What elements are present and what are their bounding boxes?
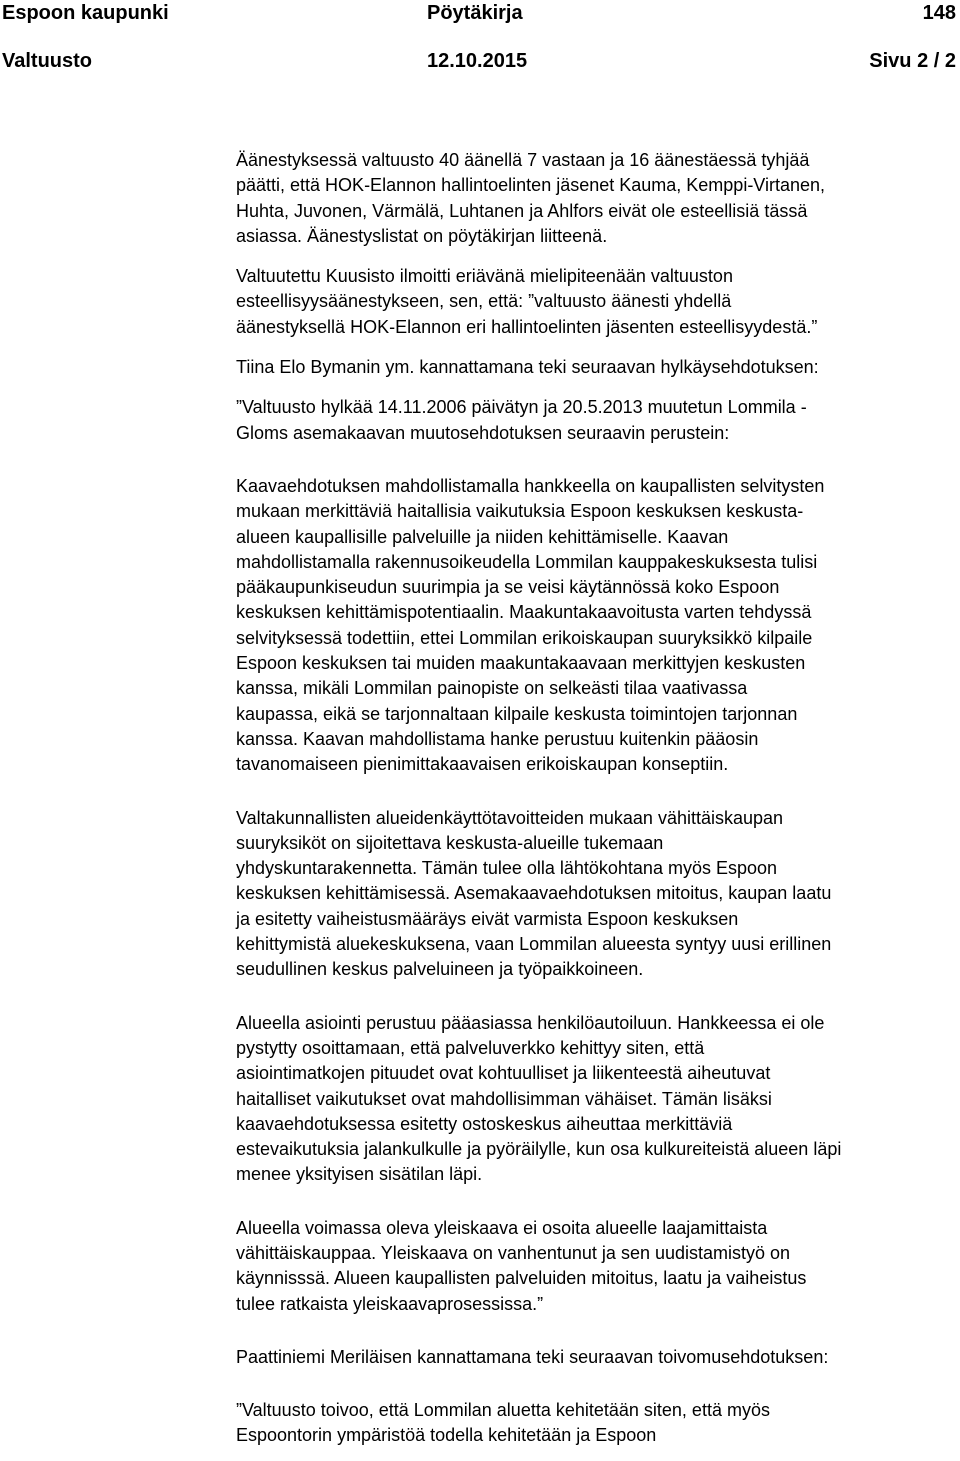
- body-name: Valtuusto: [2, 50, 93, 72]
- header-row-bottom: [0, 47, 960, 75]
- doc-type: Pöytäkirja: [427, 2, 523, 24]
- paragraph-rejection-intro: Tiina Elo Bymanin ym. kannattamana teki seuraavan hylkäysehdotuksen:: [236, 357, 819, 378]
- paragraph-commercial-impact: Kaavaehdotuksen mahdollistamalla hankkeella on kaupallisten selvitysten mukaan merkittäviä haitallisia vaikutuksia Espoon keskuksen keskusta- alueen kaupallisille palveluille ja niiden kehittämiselle. Kaavan mahdollistamalla rakennusoikeudella Lommilan kauppakeskuksesta tulisi pääkaupunkiseudun suurimpia ja se veisi käytännössä koko Espoon keskuksen kehittämispotentiaalin. Maakuntakaavoitusta varten tehdyssä selvityksessä todettiin, ettei Lommilan erikoiskaupan suuryksikkö kilpaile Espoon keskuksen tai muiden maakuntakaavaan merkittyjen keskusten kanssa, mikäli Lommilan painopiste on selkeästi tilaa vaativassa kaupassa, eikä se tarjonnaltaan kilpaile keskusta toimintojen tarjonnan kanssa. Kaavan mahdollistama hanke perustuu kuitenkin pääosin tavanomaiseen pienimittakaavaisen erikoiskaupan konseptiin.: [236, 475, 825, 775]
- paragraph-dissent: Valtuutettu Kuusisto ilmoitti eriävänä mielipiteenään valtuuston esteellisyysäänestykseen, sen, että: ”valtuusto äänesti yhdellä äänestyksellä HOK-Elannon eri hallintoelinten jäsenten esteellisyydestä.”: [236, 266, 818, 337]
- paragraph-vote-result: Äänestyksessä valtuusto 40 äänellä 7 vastaan ja 16 äänestäessä tyhjää päätti, että HOK-Elannon hallintoelinten jäsenet Kauma, Kemppi-Virtanen, Huhta, Juvonen, Värmälä, Luhtanen ja Ahlfors eivät ole esteellisiä tässä asiassa. Äänestyslistat on pöytäkirjan liitteenä.: [236, 150, 826, 246]
- paragraph-master-plan: Alueella voimassa oleva yleiskaava ei osoita alueelle laajamittaista vähittäiskauppaa. Yleiskaava on vanhentunut ja sen uudistamistyö on käynnisssä. Alueen kaupallisten palveluiden mitoitus, laatu ja vaiheistus tulee ratkaista yleiskaavaprosessissa.”: [236, 1217, 807, 1314]
- paragraph-traffic: Alueella asiointi perustuu pääasiassa henkilöautoiluun. Hankkeessa ei ole pystytty osoittamaan, että palveluverkko kehittyy siten, että asiointimatkojen pituudet ovat kohtuulliset ja liikenteestä aiheutuvat haitalliset vaikutukset ovat mahdollisimman vähäiset. Tämän lisäksi kaavaehdotuksessa esitetty ostoskeskus aiheuttaa merkittäviä estevaikutuksia jalankulkulle ja pyöräilylle, kun osa kulkureiteistä alueen läpi menee yksityisen sisätilan läpi.: [236, 1012, 842, 1185]
- document-body: [236, 148, 960, 1449]
- paragraph-land-use-goals: Valtakunnallisten alueidenkäyttötavoitteiden mukaan vähittäiskaupan suuryksiköt on sijoitettava keskusta-alueille tukemaan yhdyskuntarakennetta. Tämän tulee olla lähtökohtana myös Espoon keskuksen kehittämisessä. Asemakaavaehdotuksen mitoitus, kaupan laatu ja esitetty vaiheistusmääräys eivät varmista Espoon keskuksen kehittymistä aluekeskuksena, vaan Lommilan alueesta syntyy uusi erillinen seudullinen keskus palveluineen ja työpaikkoineen.: [236, 807, 832, 980]
- page-header: [0, 0, 960, 80]
- section-number: 148: [922, 2, 956, 24]
- meeting-date: 12.10.2015: [427, 50, 528, 72]
- page-number: Sivu 2 / 2: [869, 50, 956, 72]
- header-row-top: [0, 0, 960, 27]
- paragraph-rejection-quote: ”Valtuusto hylkää 14.11.2006 päivätyn ja 20.5.2013 muutetun Lommila - Gloms asemakaavan muutosehdotuksen seuraavin perustein:: [236, 397, 807, 443]
- paragraph-wish-intro: Paattiniemi Meriläisen kannattamana teki seuraavan toivomusehdotuksen:: [236, 1346, 829, 1367]
- org-name: Espoon kaupunki: [2, 2, 169, 24]
- paragraph-wish-quote: ”Valtuusto toivoo, että Lommilan aluetta kehitetään siten, että myös Espoontorin ympäristöä todella kehitetään ja Espoon: [236, 1400, 770, 1446]
